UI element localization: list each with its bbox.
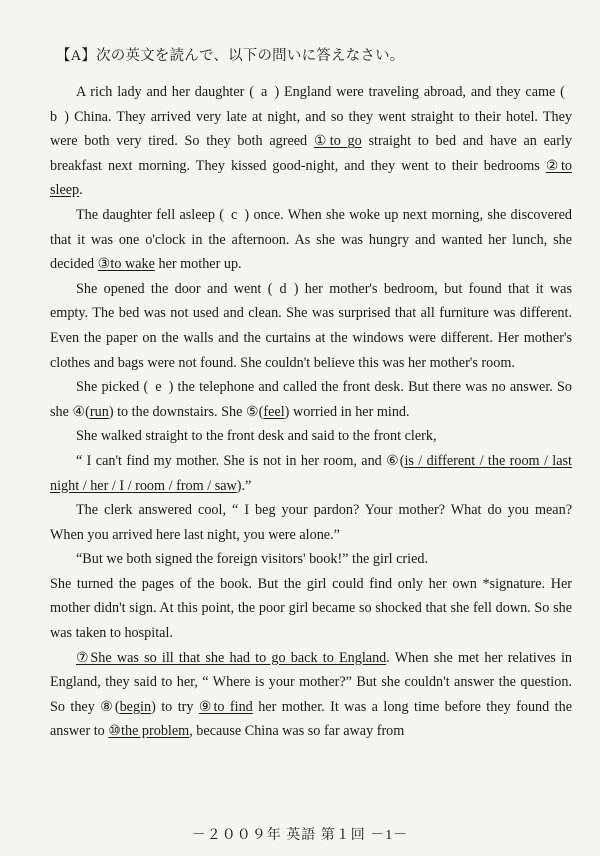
paragraph-7: The clerk answered cool, “ I beg your pardon? Your mother? What do you mean? When you arrived here last night, you were alone.” (50, 502, 572, 543)
underlined-item-5: feel (263, 403, 285, 420)
text-segment: , because China was so far away from (189, 723, 405, 740)
paragraph-2 (50, 203, 572, 277)
paragraph-3: She opened the door and went ( d ) her mother's bedroom, but found that it was empty. The bed was not used and clean. She was surprised that all furniture was different. Even the paper on the walls and the curtains at the windows were different. Her mother's clothes and bags were not found. She couldn't believe this was her mother's room. (50, 280, 572, 371)
paragraph-9: She turned the pages of the book. But the girl could find only her own *signature. Her mother didn't sign. At this point, the poor girl became so shocked that she fell down. So she was taken to hospital. (50, 575, 572, 642)
text-segment: ) to try (151, 698, 199, 715)
text-segment: . (79, 182, 83, 199)
text-segment: She picked ( e ) the telephone and called the front desk. But there was no answer. So she ④( (50, 379, 572, 420)
text-segment: A rich lady and her daughter ( a ) England were traveling abroad, and they came ( b ) China. They arrived very late at night, and so they went straight to their hotel. They were both very tired. So they both agreed (50, 84, 572, 150)
passage (50, 80, 572, 744)
page-footer: －２００９年 英語 第１回 －1－ (191, 828, 409, 843)
text-segment: The daughter fell asleep ( c ) once. When she woke up next morning, she discovered that it was one o'clock in the afternoon. As she was hungry and wanted her lunch, she decided (50, 206, 572, 273)
underlined-item-3: ③to wake (97, 256, 155, 273)
underlined-item-4: run (89, 403, 109, 420)
underlined-item-8: begin (119, 698, 152, 715)
underlined-item-2: ②to sleep (50, 157, 572, 199)
paragraph-4 (50, 375, 572, 424)
text-segment: ) to the downstairs. She ⑤( (108, 403, 264, 420)
paragraph-1 (50, 80, 572, 203)
paragraph-10 (50, 646, 572, 744)
underlined-item-6: is / different / the room / last night / her / I / room / from / saw (50, 452, 572, 494)
underlined-item-1: ①to go (313, 133, 362, 150)
paragraph-6 (50, 449, 572, 498)
underlined-item-9: ⑨to find (198, 698, 253, 715)
text-segment: . When she met her relatives in England, they said to her, “ Where is your mother?” But she couldn't answer the question. So they ⑧( (50, 649, 573, 715)
text-segment: her mother up. (154, 256, 242, 273)
text-segment: ) worried in her mind. (284, 403, 410, 420)
text-segment: straight to bed and have an early breakfast next morning. They kissed good-night, and they went to their bedrooms (50, 133, 572, 174)
text-segment: ).” (236, 477, 252, 494)
text-segment: “ I can't find my mother. She is not in her room, and ⑥( (76, 452, 405, 469)
underlined-item-10: ⑩the problem (108, 723, 190, 740)
paragraph-5: She walked straight to the front desk and said to the front clerk, (76, 428, 437, 445)
text-segment: her mother. It was a long time before they found the answer to (50, 698, 572, 740)
paragraph-8: “But we both signed the foreign visitors' book!” the girl cried. (76, 551, 429, 568)
section-heading: 【A】次の英文を読んで、以下の問いに答えなさい。 (56, 48, 405, 64)
underlined-item-7: ⑦She was so ill that she had to go back to England (76, 649, 387, 666)
